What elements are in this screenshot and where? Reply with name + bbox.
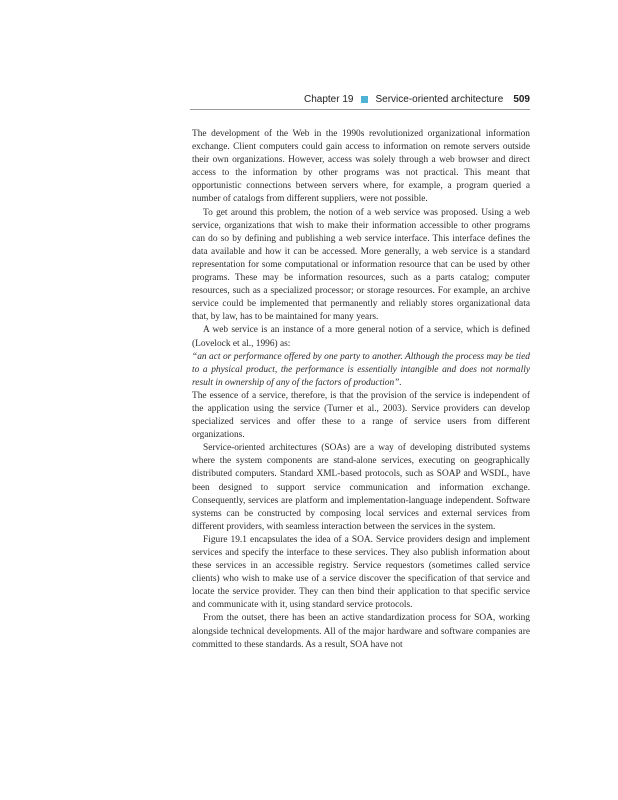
- chapter-title: Service-oriented architecture: [375, 93, 504, 105]
- header-rule: [190, 109, 530, 110]
- paragraph: Figure 19.1 encapsulates the idea of a SOA. Service providers design and implement services and specify the interface to these services. They also publish information about these services in an accessible registry. Service requestors (sometimes called service clients) who wish to make use of a service discover the specification of that service and locate the service provider. They can then bind their application to that specific service and communicate with it, using standard service protocols.: [192, 534, 530, 611]
- paragraph: A web service is an instance of a more general notion of a service, which is defined (Lovelock et al., 1996) as:: [192, 325, 530, 349]
- page-number: 509: [513, 93, 530, 105]
- paragraph: To get around this problem, the notion of a web service was proposed. Using a web service, organizations that wish to make their information accessible to other programs can do so by defining and publishing a web service interface. This interface defines the data available and how it can be accessed. More generally, a web service is a standard representation for some computational or information resource that can be used by other programs. These may be information resources, such as a parts catalog; computer resources, such as a specialized processor; or storage resources. For example, an archive service could be implemented that permanently and reliably stores organizational data that, by law, has to be maintained for many years.: [192, 207, 530, 323]
- running-header: [190, 92, 530, 106]
- block-quote: “an act or performance offered by one party to another. Although the process may be tied to a physical product, the performance is essentially intangible and does not normally result in ownership of any of the factors of production”.: [192, 351, 530, 388]
- paragraph: The development of the Web in the 1990s revolutionized organizational information exchange. Client computers could gain access to information on remote servers outside their own organizations. However, access was solely through a web browser and direct access to the information by other programs was not practical. This meant that opportunistic connections between servers where, for example, a program queried a number of catalogs from different suppliers, were not possible.: [192, 129, 530, 205]
- square-bullet-icon: [361, 96, 368, 103]
- paragraph: From the outset, there has been an active standardization process for SOA, working alongside technical developments. All of the major hardware and software companies are committed to these standards. As a result, SOA have not: [192, 613, 530, 650]
- paragraph: Service-oriented architectures (SOAs) are a way of developing distributed systems where the system components are stand-alone services, executing on geographically distributed computers. Standard XML-based protocols, such as SOAP and WSDL, have been designed to support service communication and information exchange. Consequently, services are platform and implementation-language independent. Software systems can be constructed by composing local services and external services from different providers, with seamless interaction between the services in the system.: [192, 443, 530, 532]
- chapter-label: Chapter 19: [303, 93, 354, 105]
- paragraph: The essence of a service, therefore, is that the provision of the service is independent of the application using the service (Turner et al., 2003). Service providers can develop specialized services and offer these to a range of service users from different organizations.: [192, 390, 530, 441]
- body-text: [192, 128, 530, 652]
